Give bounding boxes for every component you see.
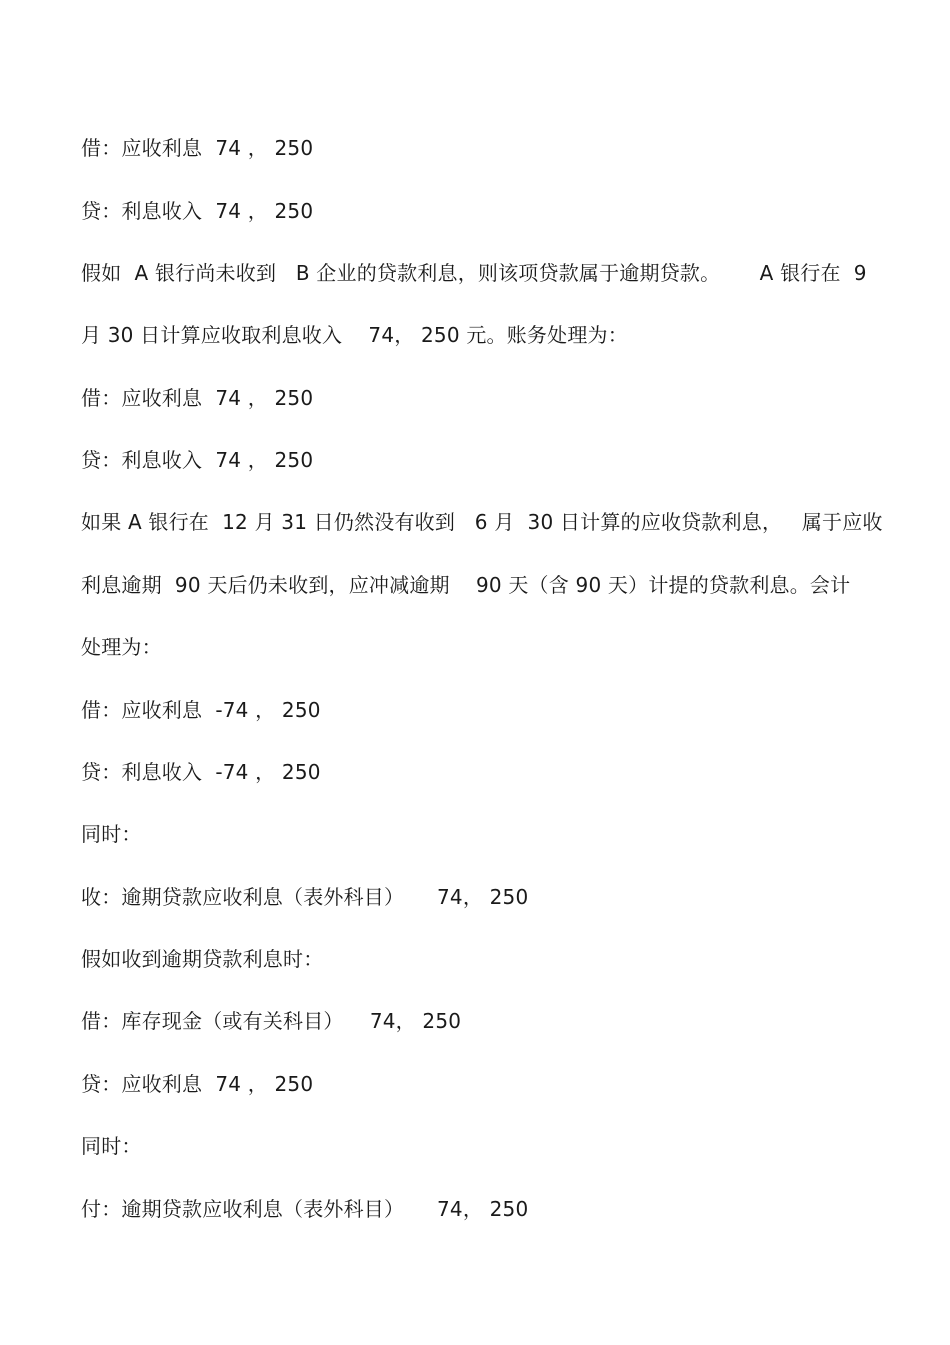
- entry-credit-interest-income-1: 贷：利息收入 74 ， 250: [81, 199, 314, 223]
- entry-credit-interest-receivable: 贷：应收利息 74 ， 250: [81, 1072, 314, 1096]
- entry-debit-interest-receivable-reversal: 借：应收利息 -74 ， 250: [81, 698, 321, 722]
- entry-off-balance-receipt: 收：逾期贷款应收利息（表外科目） 74， 250: [81, 885, 529, 909]
- entry-credit-interest-income-reversal: 贷：利息收入 -74 ， 250: [81, 760, 321, 784]
- entry-debit-interest-receivable-2: 借：应收利息 74 ， 250: [81, 386, 314, 410]
- entry-debit-interest-receivable-1: 借：应收利息 74 ， 250: [81, 136, 314, 160]
- entry-debit-cash: 借：库存现金（或有关科目） 74， 250: [81, 1009, 462, 1033]
- paragraph-90-days-line-1: 如果 A 银行在 12 月 31 日仍然没有收到 6 月 30 日计算的应收贷款利息， 属于应收: [81, 510, 883, 534]
- paragraph-when-received: 假如收到逾期贷款利息时：: [81, 947, 324, 971]
- paragraph-90-days-line-2: 利息逾期 90 天后仍未收到，应冲减逾期 90 天（含 90 天）计提的贷款利息。会计: [81, 573, 851, 597]
- entry-credit-interest-income-2: 贷：利息收入 74 ， 250: [81, 448, 314, 472]
- entry-off-balance-payment: 付：逾期贷款应收利息（表外科目） 74， 250: [81, 1197, 529, 1221]
- label-meanwhile-1: 同时：: [81, 822, 142, 846]
- paragraph-overdue-case-line-1: 假如 A 银行尚未收到 B 企业的贷款利息，则该项贷款属于逾期贷款。 A 银行在 9: [81, 261, 867, 285]
- paragraph-overdue-case-line-2: 月 30 日计算应收取利息收入 74， 250 元。账务处理为：: [81, 323, 628, 347]
- paragraph-90-days-line-3: 处理为：: [81, 635, 162, 659]
- label-meanwhile-2: 同时：: [81, 1134, 142, 1158]
